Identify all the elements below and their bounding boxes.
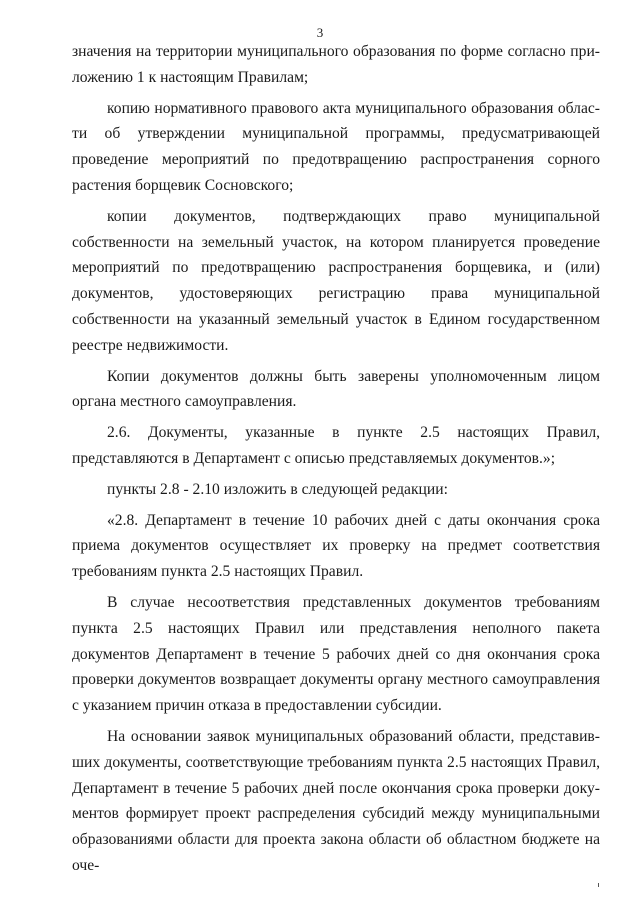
scan-artifact-mark [598,883,599,887]
paragraph-noncompliance: В случае несоответствия представленных документов требованиям пункта 2.5 настоящих Правил или представления неполного пакета документов Департамент в течение 5 рабочих дней со дня окончания срока проверки документов возвращает документы органу местного самоуправления с указанием причин отказа в предоставлении субсидии. [72,593,600,715]
paragraph-certification: Копии документов должны быть заверены уполномоченным лицом органа местного самоуправления. [72,367,600,411]
page-number: 3 [316,25,324,40]
document-body [72,39,600,879]
paragraph-clause-2-6: 2.6. Документы, указанные в пункте 2.5 настоящих Правил, представляются в Департамент с описью представляемых документов.»; [72,424,600,467]
paragraph-continuation: значения на территории муниципального образования по форме согласно приложению 1 к настоящим Правилам; [72,43,600,86]
paragraph-clause-2-8: «2.8. Департамент в течение 10 рабочих дней с даты окончания срока приема документов осуществляет их проверку на предмет соответствия требованиям пункта 2.5 настоящих Правил. [72,511,600,581]
paragraph-distribution: На основании заявок муниципальных образований области, представивших документы, соответствующие требованиям пункта 2.5 настоящих Правил, Департамент в течение 5 рабочих дней после окончания срока проверки документов формирует проект распределения субсидий между муниципальными образованиями области для проекта закона области об областном бюджете на оче- [72,727,600,874]
paragraph-program-act: копию нормативного правового акта муниципального образования области об утверждении муниципальной программы, предусматривающей проведение мероприятий по предотвращению распространения сорного растения борщевик Сосновского; [72,99,600,194]
paragraph-ownership-documents: копии документов, подтверждающих право муниципальной собственности на земельный участок, на котором планируется проведение мероприятий по предотвращению распространения борщевика, и (или) документов, удостоверяющих регистрацию права муниципальной собственности на указанный земельный участок в Едином государственном реестре недвижимости. [72,207,600,354]
paragraph-amendment-intro: пункты 2.8 - 2.10 изложить в следующей редакции: [107,480,448,498]
